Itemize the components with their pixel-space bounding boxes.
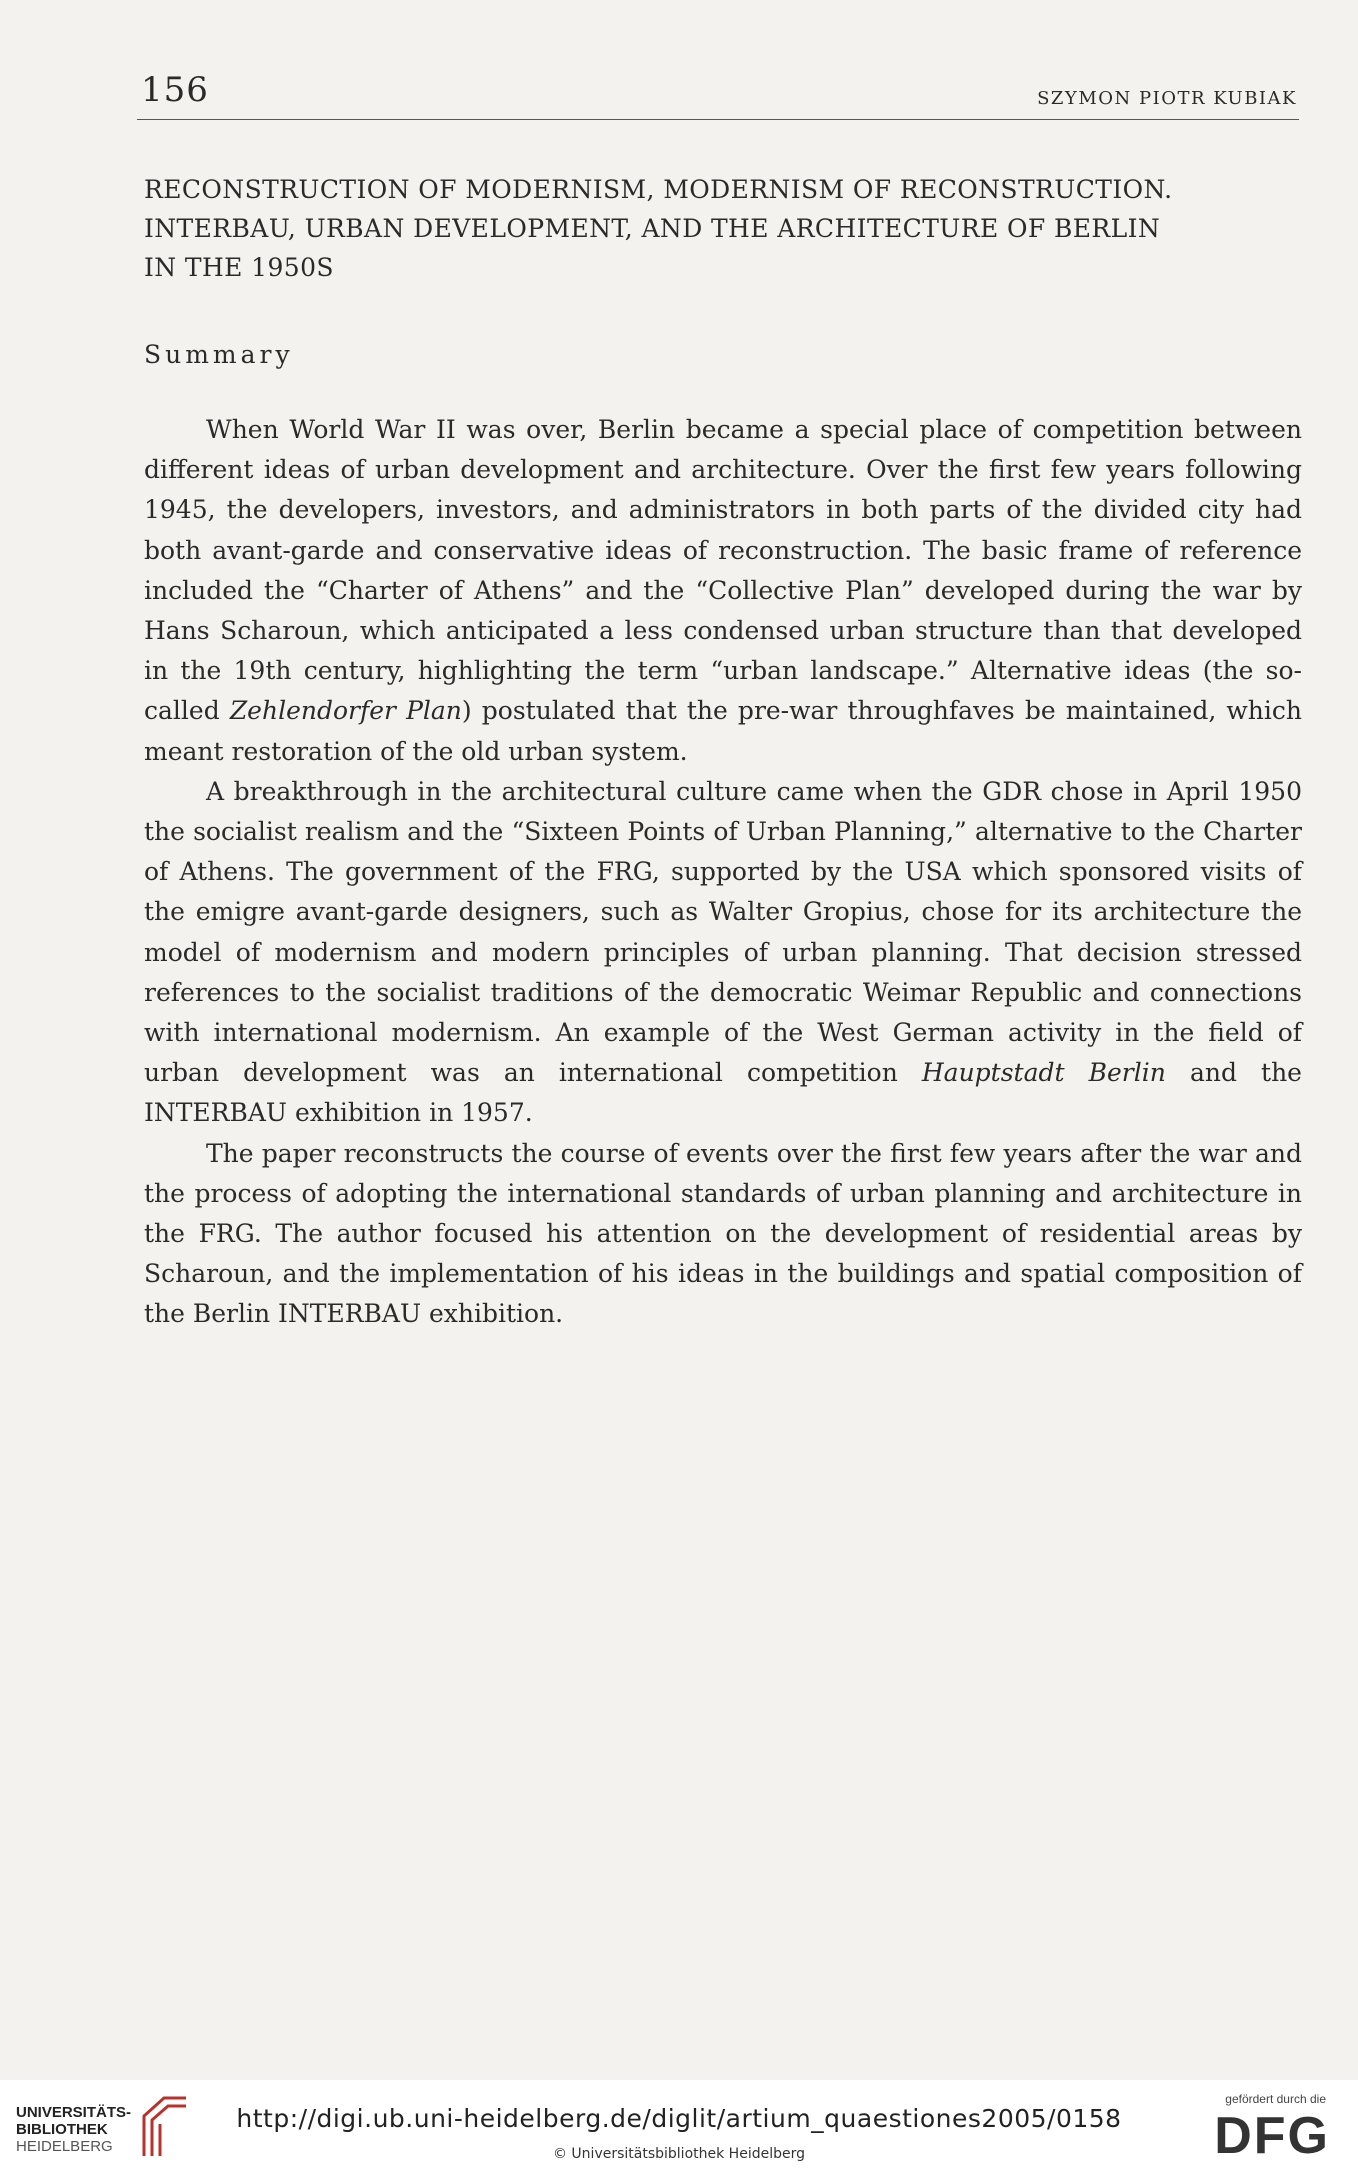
paragraph-1-end: ) postulated that the pre-war throughfaves be maintained, which meant restoration of the old urban system. xyxy=(144,696,1302,766)
summary-heading: Summary xyxy=(144,340,294,369)
paragraph-2-end: and the INTERBAU exhibition in 1957. xyxy=(144,1058,1302,1128)
title-line: IN THE 1950S xyxy=(144,253,334,282)
document-url-link[interactable]: http://digi.ub.uni-heidelberg.de/diglit/artium_quaestiones2005/0158 xyxy=(236,2104,1122,2133)
paragraph-1 xyxy=(144,410,1302,772)
digitization-footer xyxy=(0,2080,1358,2176)
dfg-logo: DFG xyxy=(1214,2107,1330,2165)
page-number: 156 xyxy=(141,70,209,110)
library-name-line: UNIVERSITÄTS- xyxy=(16,2104,132,2121)
running-head: SZYMON PIOTR KUBIAK xyxy=(1037,88,1297,109)
title-line: INTERBAU, URBAN DEVELOPMENT, AND THE ARCHITECTURE OF BERLIN xyxy=(144,214,1161,243)
funded-by-label: gefördert durch die xyxy=(1225,2092,1326,2106)
title-line: RECONSTRUCTION OF MODERNISM, MODERNISM OF RECONSTRUCTION. xyxy=(144,175,1173,204)
page-header xyxy=(137,70,1299,120)
hauptstadt-berlin-italic: Hauptstadt Berlin xyxy=(921,1058,1166,1088)
copyright-notice: © Universitätsbibliothek Heidelberg xyxy=(552,2146,805,2162)
paragraph-1-text: When World War II was over, Berlin became a special place of competition between different ideas of urban development and architecture. Over the first few years following 1945, the developers, investors, and administrators in both parts of the divided city had both avant-garde and conservative ideas of reconstruction. The basic frame of reference included the “Charter of Athens” and the “Collective Plan” developed during the war by Hans Scharoun, which anticipated a less condensed urban structure than that developed in the 19th century, highlighting the term “urban landscape.” Alternative ideas (the so-called xyxy=(144,415,1302,726)
paragraph-2-text: A breakthrough in the architectural culture came when the GDR chose in April 1950 the socialist realism and the “Sixteen Points of Urban Planning,” alternative to the Charter of Athens. The government of the FRG, supported by the USA which sponsored visits of the emigre avant-garde designers, such as Walter Gropius, chose for its architecture the model of modernism and modern principles of urban planning. That decision stressed references to the socialist traditions of the democratic Weimar Republic and connections with international modernism. An example of the West German activity in the field of urban development was an international competition xyxy=(144,776,1302,1088)
paragraph-3: The paper reconstructs the course of events over the first few years after the war and the process of adopting the international standards of urban planning and architecture in the FRG. The author focused his attention on the development of residential areas by Scharoun, and the implementation of his ideas in the buildings and spatial composition of the Berlin INTERBAU exhibition. xyxy=(144,1138,1302,1329)
zehlendorfer-plan-italic: Zehlendorfer Plan xyxy=(229,696,462,726)
library-name-line: BIBLIOTHEK xyxy=(16,2121,108,2138)
article-title xyxy=(144,170,1304,287)
paragraph-2 xyxy=(144,772,1302,1134)
library-name-line: HEIDELBERG xyxy=(16,2138,113,2155)
summary-body xyxy=(144,410,1302,1335)
